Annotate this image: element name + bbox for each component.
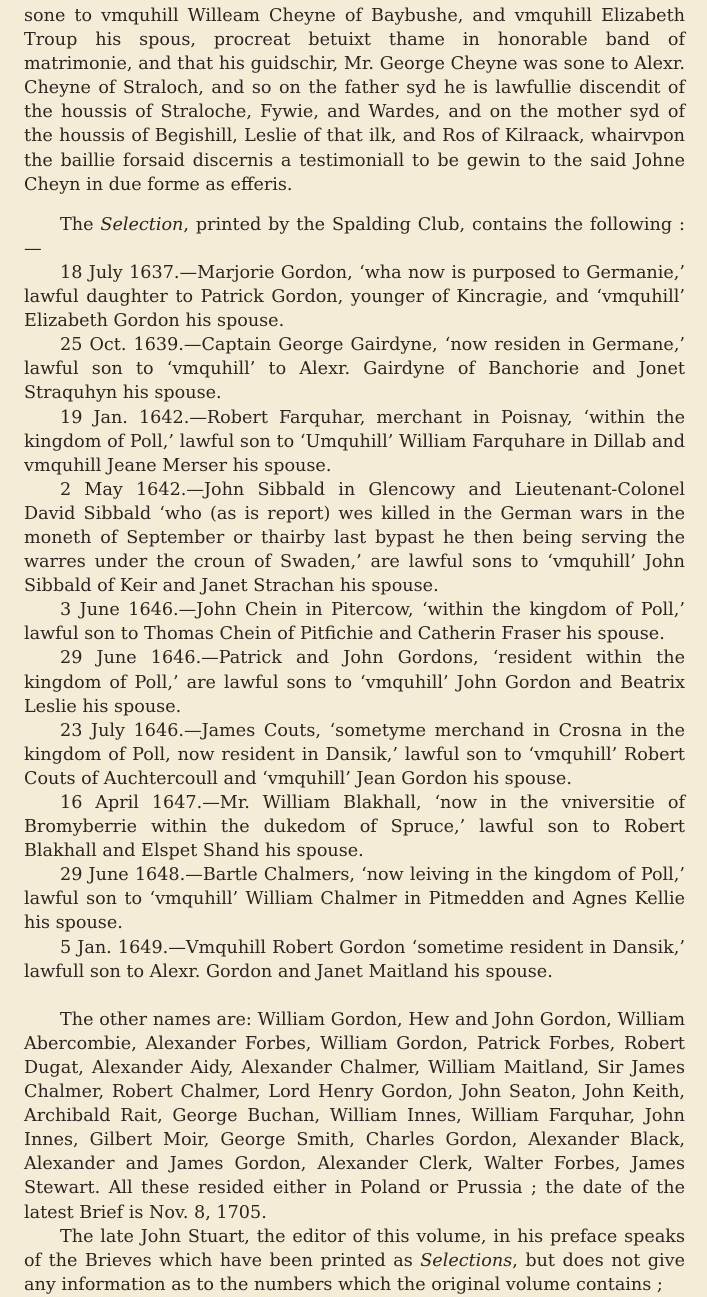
closing-section	[24, 1008, 685, 1297]
entry-1649: 5 Jan. 1649.—Vmquhill Robert Gordon ‘sometime resident in Dansik,’ lawfull son to Alexr. Gordon and Janet Maitland his spouse.	[24, 937, 685, 982]
other-names-paragraph: The other names are: William Gordon, Hew and John Gordon, William Abercombie, Alexander Forbes, William Gordon, Patrick Forbes, Robert Dugat, Alexander Aidy, Alexander Chalmer, William Maitland, Sir James Chalmer, Robert Chalmer, Lord Henry Gordon, John Seaton, John Keith, Archibald Rait, George Buchan, William Innes, William Farquhar, John Innes, Gilbert Moir, George Smith, Charles Gordon, Alexander Black, Alexander and James Gordon, Alexander Clerk, Walter Forbes, James Stewart. All these resided either in Poland or Prussia ; the date of the latest Brief is Nov. 8, 1705.	[24, 1009, 685, 1223]
final-paragraph-after: , but does not give any information as to the numbers which the original volume contains ;	[24, 1250, 685, 1295]
selection-intro	[24, 213, 685, 261]
opening-paragraph: sone to vmquhill Willeam Cheyne of Baybushe, and vmquhill Elizabeth Troup his spous, procreat betuixt thame in honorable band of matrimonie, and that his guidschir, Mr. George Cheyne was sone to Alexr. Cheyne of Straloch, and so on the father syd he is lawfullie discendit of the houssis of Straloche, Fywie, and Wardes, and on the mother syd of the houssis of Begishill, Leslie of that ilk, and Ros of Kilraack, whairvpon the baillie forsaid discernis a testimoniall to be gewin to the said Johne Cheyn in due forme as efferis.	[24, 6, 685, 195]
entry-1639: 25 Oct. 1639.—Captain George Gairdyne, ‘now residen in Germane,’ lawful son to ‘vmquhill’ to Alexr. Gairdyne of Banchorie and Jonet Straquhyn his spouse.	[24, 335, 685, 404]
entry-1642-may: 2 May 1642.—John Sibbald in Glencowy and Lieutenant-Colonel David Sibbald ‘who (as is report) wes killed in the German wars in the moneth of September or thairby last bypast he then being serving the warres under the croun of Swaden,’ are lawful sons to ‘vmquhill’ John Sibbald of Keir and Janet Strachan his spouse.	[24, 479, 685, 597]
final-paragraph	[24, 1225, 685, 1297]
selections-italic: Selections	[420, 1250, 513, 1271]
entry-1646-july: 23 July 1646.—James Couts, ‘sometyme merchand in Crosna in the kingdom of Poll, now resident in Dansik,’ lawful son to ‘vmquhill’ Robert Couts of Auchtercoull and ‘vmquhill’ Jean Gordon his spouse.	[24, 720, 685, 789]
selection-intro-before: The	[60, 214, 101, 235]
opening-paragraph-block	[24, 4, 685, 197]
entry-1642-jan: 19 Jan. 1642.—Robert Farquhar, merchant in Poisnay, ‘within the kingdom of Poll,’ lawful son to ‘Umquhill’ William Farquhare in Dillab and vmquhill Jeane Merser his spouse.	[24, 407, 685, 476]
entry-1646-june-3: 3 June 1646.—John Chein in Pitercow, ‘within the kingdom of Poll,’ lawful son to Thomas Chein of Pitfichie and Catherin Fraser his spouse.	[24, 600, 685, 645]
final-paragraph-before: The late John Stuart, the editor of this volume, in his preface speaks of the Brieves which have been printed as	[24, 1226, 685, 1271]
selection-intro-after: , printed by the Spalding Club, contains the following :—	[24, 214, 685, 259]
entry-1637: 18 July 1637.—Marjorie Gordon, ‘wha now is purposed to Germanie,’ lawful daughter to Patrick Gordon, younger of Kincragie, and ‘vmquhill’ Elizabeth Gordon his spouse.	[24, 262, 685, 332]
entry-1648: 29 June 1648.—Bartle Chalmers, ‘now leiving in the kingdom of Poll,’ lawful son to ‘vmquhill’ William Chalmer in Pitmedden and Agnes Kellie his spouse.	[24, 865, 685, 934]
entry-1646-june-29: 29 June 1646.—Patrick and John Gordons, ‘resident within the kingdom of Poll,’ are lawful sons to ‘vmquhill’ John Gordon and Beatrix Leslie his spouse.	[24, 648, 685, 717]
selection-section	[24, 213, 685, 984]
entry-1647: 16 April 1647.—Mr. William Blakhall, ‘now in the vniversitie of Bromyberrie within the dukedom of Spruce,’ lawful son to Robert Blakhall and Elspet Shand his spouse.	[24, 793, 685, 862]
selection-title-italic: Selection	[100, 214, 184, 235]
